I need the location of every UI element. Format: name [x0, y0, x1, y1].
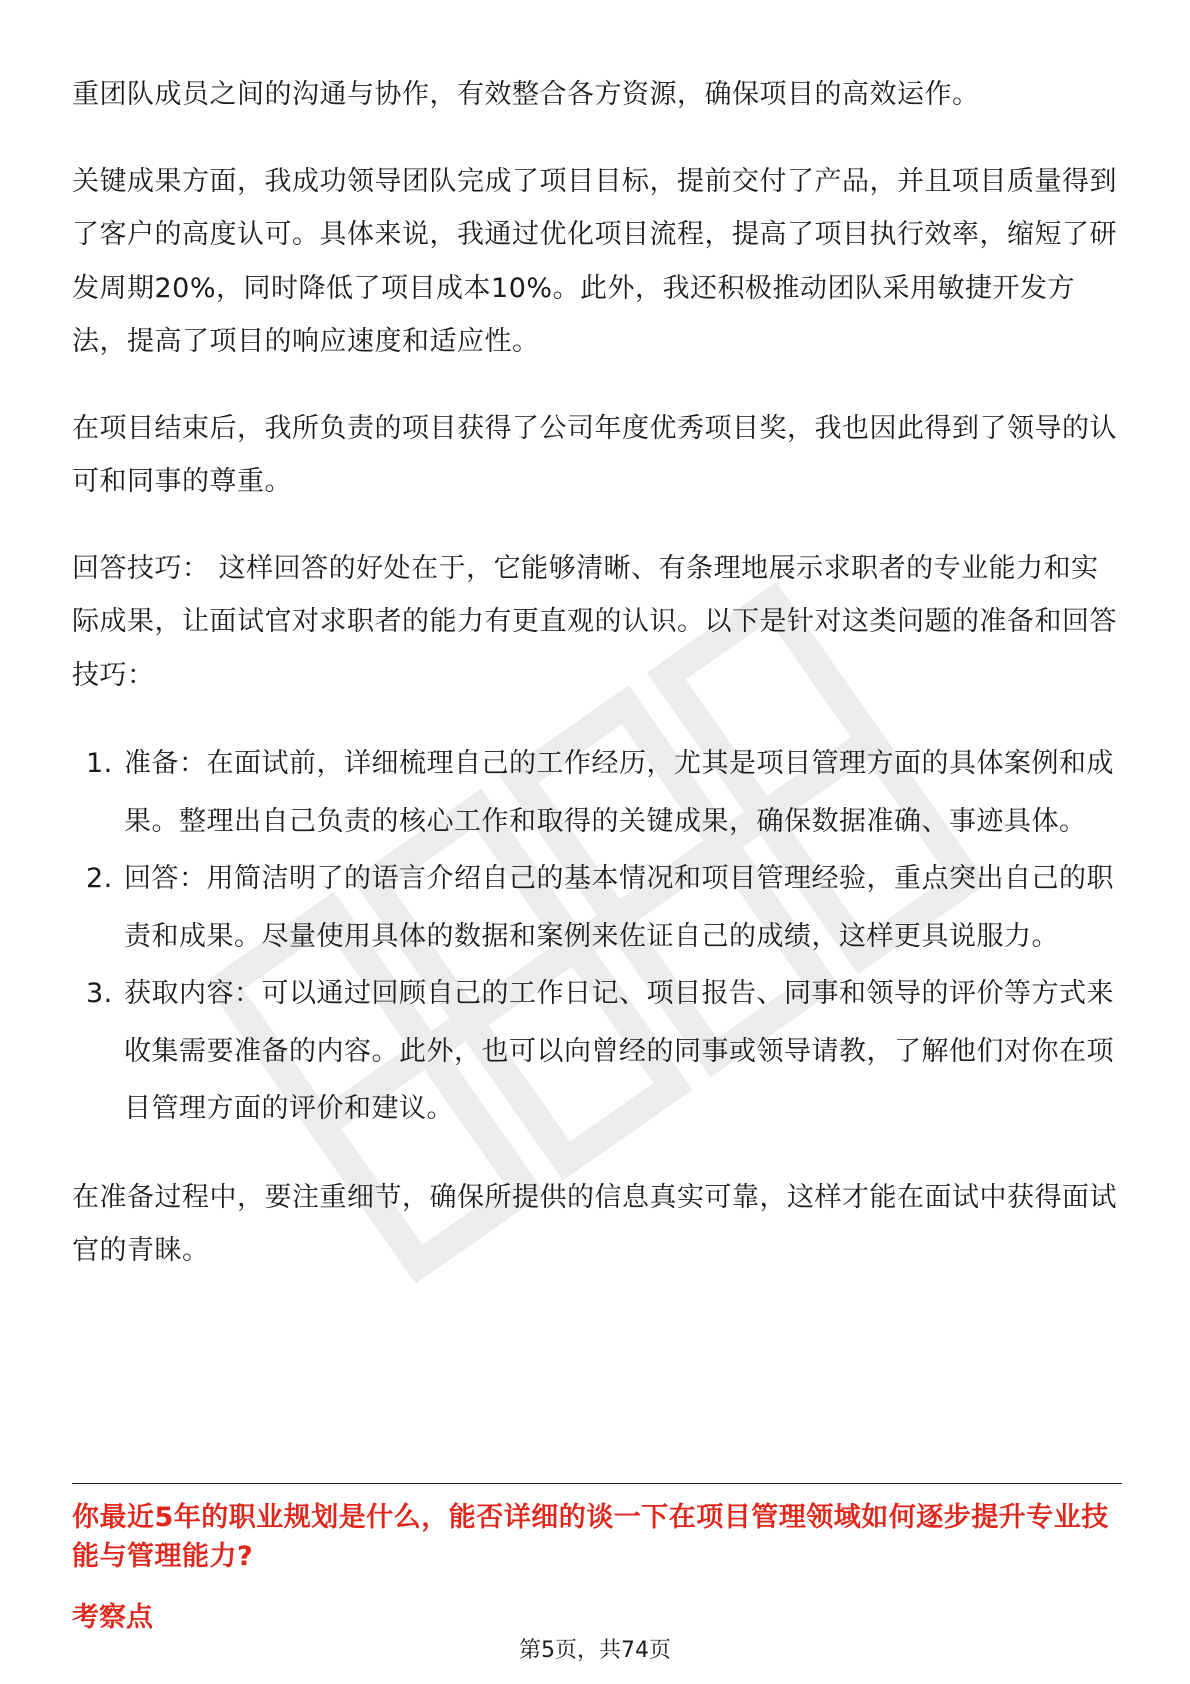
list-item	[72, 965, 1122, 1138]
list-item	[72, 735, 1122, 850]
paragraph-4: 回答技巧： 这样回答的好处在于，它能够清晰、有条理地展示求职者的专业能力和实际成果，让面试官对求职者的能力有更直观的认识。以下是针对这类问题的准备和回答技巧：	[72, 552, 1117, 691]
tips-list	[72, 735, 1122, 1138]
list-number: 3.	[86, 978, 113, 1009]
closing-paragraph: 在准备过程中，要注重细节，确保所提供的信息真实可靠，这样才能在面试中获得面试官的青睐。	[72, 1181, 1117, 1266]
list-number: 1.	[86, 748, 113, 779]
list-text: 准备：在面试前，详细梳理自己的工作经历，尤其是项目管理方面的具体案例和成果。整理出自己负责的核心工作和取得的关键成果，确保数据准确、事迹具体。	[124, 748, 1114, 837]
paragraph-1: 重团队成员之间的沟通与协作，有效整合各方资源，确保项目的高效运作。	[72, 79, 980, 110]
paragraph-2: 关键成果方面，我成功领导团队完成了项目目标，提前交付了产品，并且项目质量得到了客户的高度认可。具体来说，我通过优化项目流程，提高了项目执行效率，缩短了研发周期20%，同时降低了项目成本10%。此外，我还积极推动团队采用敏捷开发方法，提高了项目的响应速度和适应性。	[72, 165, 1117, 357]
section-divider	[72, 1483, 1122, 1484]
section-label: 考察点	[72, 1602, 153, 1633]
page-footer: 第5页，共74页	[519, 1638, 671, 1663]
list-text: 获取内容：可以通过回顾自己的工作日记、项目报告、同事和领导的评价等方式来收集需要准备的内容。此外，也可以向曾经的同事或领导请教，了解他们对你在项目管理方面的评价和建议。	[124, 978, 1114, 1124]
paragraph-3: 在项目结束后，我所负责的项目获得了公司年度优秀项目奖，我也因此得到了领导的认可和同事的尊重。	[72, 412, 1117, 497]
main-content	[72, 68, 1122, 1311]
question-heading: 你最近5年的职业规划是什么，能否详细的谈一下在项目管理领域如何逐步提升专业技能与管理能力?	[72, 1502, 1109, 1572]
list-number: 2.	[86, 863, 113, 894]
list-item	[72, 850, 1122, 965]
list-text: 回答：用简洁明了的语言介绍自己的基本情况和项目管理经验，重点突出自己的职责和成果。尽量使用具体的数据和案例来佐证自己的成绩，这样更具说服力。	[124, 863, 1114, 952]
